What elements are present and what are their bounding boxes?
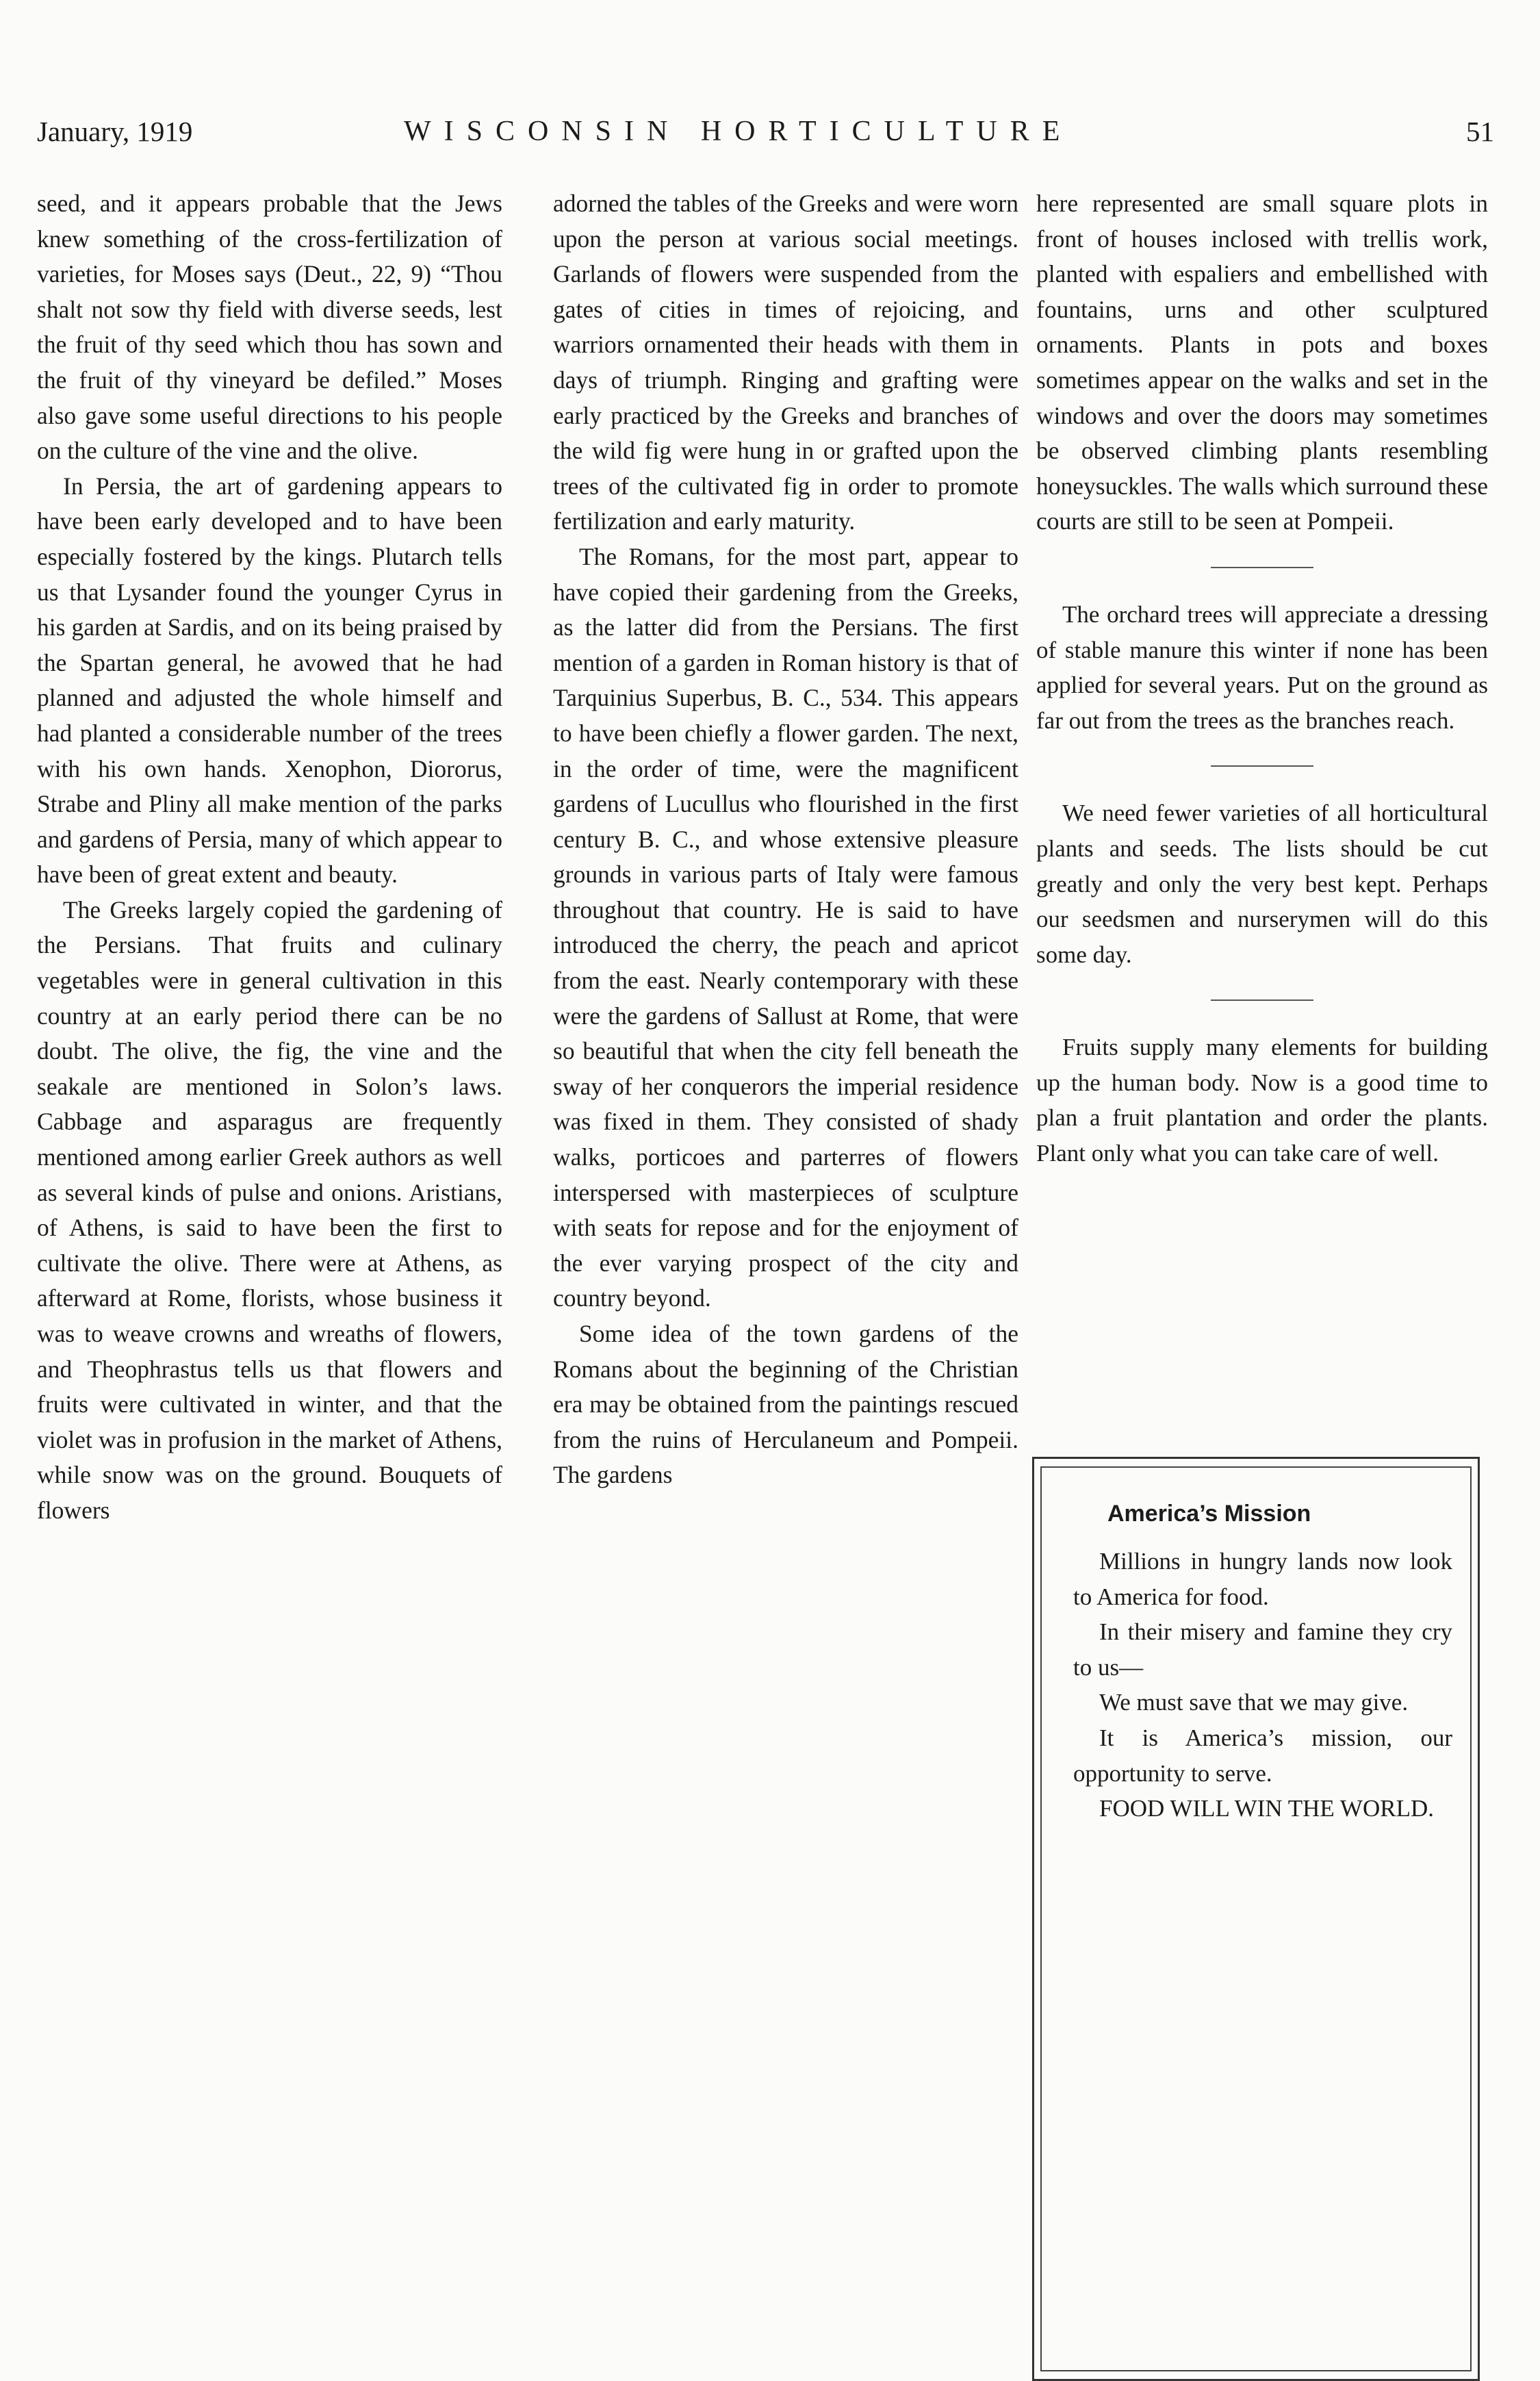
mission-box xyxy=(1040,1466,1472,2371)
divider xyxy=(1211,765,1313,767)
filler-note xyxy=(1036,795,1488,972)
note-text: The orchard trees will appreciate a dressing of stable manure this winter if none has been applied for several years. Put on the ground as far out from the trees as the branches reach. xyxy=(1036,600,1488,734)
divider xyxy=(1211,999,1313,1001)
running-header xyxy=(0,115,1540,156)
issue-date: January, 1919 xyxy=(37,116,193,147)
box-title: America’s Mission xyxy=(1107,1501,1311,1527)
journal-title: WISCONSIN HORTICULTURE xyxy=(404,116,1073,147)
paragraph: In Persia, the art of gardening appears to have been early developed and to have been especially fostered by the kings. Plutarch tells us that Lysander found the younger Cyrus in his garden at Sardis, and on its being praised by the Spartan general, he avowed that he had planned and adjusted the whole himself and had planted a considerable number of the trees with his own hands. Xenophon, Diororus, Strabe and Pliny all make mention of the parks and gardens of Persia, many of which appear to have been of great extent and beauty. xyxy=(37,472,502,889)
column-3 xyxy=(1036,186,1488,1171)
filler-note xyxy=(1036,1030,1488,1171)
paragraph: The Romans, for the most part, appear to have copied their gardening from the Greeks, as the latter did from the Persians. The first mention of a garden in Roman history is that of Tarquinius Superbus, B. C., 534. This appears to have been chiefly a flower garden. The next, in the order of time, were the magnificent gardens of Lucullus who flourished in the first century B. C., and whose extensive pleasure grounds in various parts of Italy were famous throughout that country. He is said to have introduced the cherry, the peach and apricot from the east. Nearly contemporary with these were the gardens of Sallust at Rome, that were so beautiful that when the city fell beneath the sway of her conquerors the imperial residence was fixed in them. They consisted of shady walks, porticoes and parterres of flowers interspersed with masterpieces of sculpture with seats for repose and for the enjoyment of the ever varying prospect of the city and country beyond. xyxy=(553,542,1018,1312)
paragraph: here represented are small square plots in front of houses inclosed with trellis work, planted with espaliers and embellished with fountains, urns and other sculptured ornaments. Plants in pots and boxes sometimes appear on the walks and set in the windows and over the doors may sometimes be observed climbing plants resembling honeysuckles. The walls which surround these courts are still to be seen at Pompeii. xyxy=(1036,190,1488,535)
paragraph: Some idea of the town gardens of the Romans about the beginning of the Christian era may be obtained from the paintings rescued from the ruins of Herculaneum and Pompeii. The gardens xyxy=(553,1320,1018,1489)
column-2 xyxy=(553,186,1018,1493)
filler-note xyxy=(1036,597,1488,738)
paragraph: adorned the tables of the Greeks and were worn upon the person at various social meetings. Garlands of flowers were suspended from the gates of cities in times of rejoicing, and warriors ornamented their heads with them in days of triumph. Ringing and grafting were early practiced by the Greeks and branches of the wild fig were hung in or grafted upon the trees of the cultivated fig in order to promote fertilization and early maturity. xyxy=(553,190,1018,535)
box-line: Millions in hungry lands now look to America for food. xyxy=(1073,1548,1452,1610)
box-line: We must save that we may give. xyxy=(1099,1689,1409,1716)
box-line: In their misery and famine they cry to us— xyxy=(1073,1618,1452,1681)
divider xyxy=(1211,567,1313,568)
box-line: It is America’s mission, our opportunity to serve. xyxy=(1073,1724,1452,1787)
page-number: 51 xyxy=(1466,116,1494,147)
column-1 xyxy=(37,186,502,1529)
box-line: FOOD WILL WIN THE WORLD. xyxy=(1099,1795,1434,1822)
paragraph: The Greeks largely copied the gardening of the Persians. That fruits and culinary vegetables were in general cultivation in this country at an early period there can be no doubt. The olive, the fig, the vine and the seakale are mentioned in Solon’s laws. Cabbage and asparagus are frequently mentioned among earlier Greek authors as well as several kinds of pulse and onions. Aristians, of Athens, is said to have been the first to cultivate the olive. There were at Athens, as afterward at Rome, florists, whose business it was to weave crowns and wreaths of flowers, and Theophrastus tells us that flowers and fruits were cultivated in winter, and that the violet was in profusion in the market of Athens, while snow was on the ground. Bouquets of flowers xyxy=(37,895,502,1524)
note-text: We need fewer varieties of all horticultural plants and seeds. The lists should be cut greatly and only the very best kept. Perhaps our seedsmen and nurserymen will do this some day. xyxy=(1036,800,1488,968)
paragraph: seed, and it appears probable that the Jews knew something of the cross-fertilization of varieties, for Moses says (Deut., 22, 9) “Thou shalt not sow thy field with diverse seeds, lest the fruit of thy seed which thou has sown and the fruit of thy vineyard be defiled.” Moses also gave some useful directions to his people on the culture of the vine and the olive. xyxy=(37,190,502,465)
note-text: Fruits supply many elements for building up the human body. Now is a good time to plan a fruit plantation and order the plants. Plant only what you can take care of well. xyxy=(1036,1034,1488,1167)
